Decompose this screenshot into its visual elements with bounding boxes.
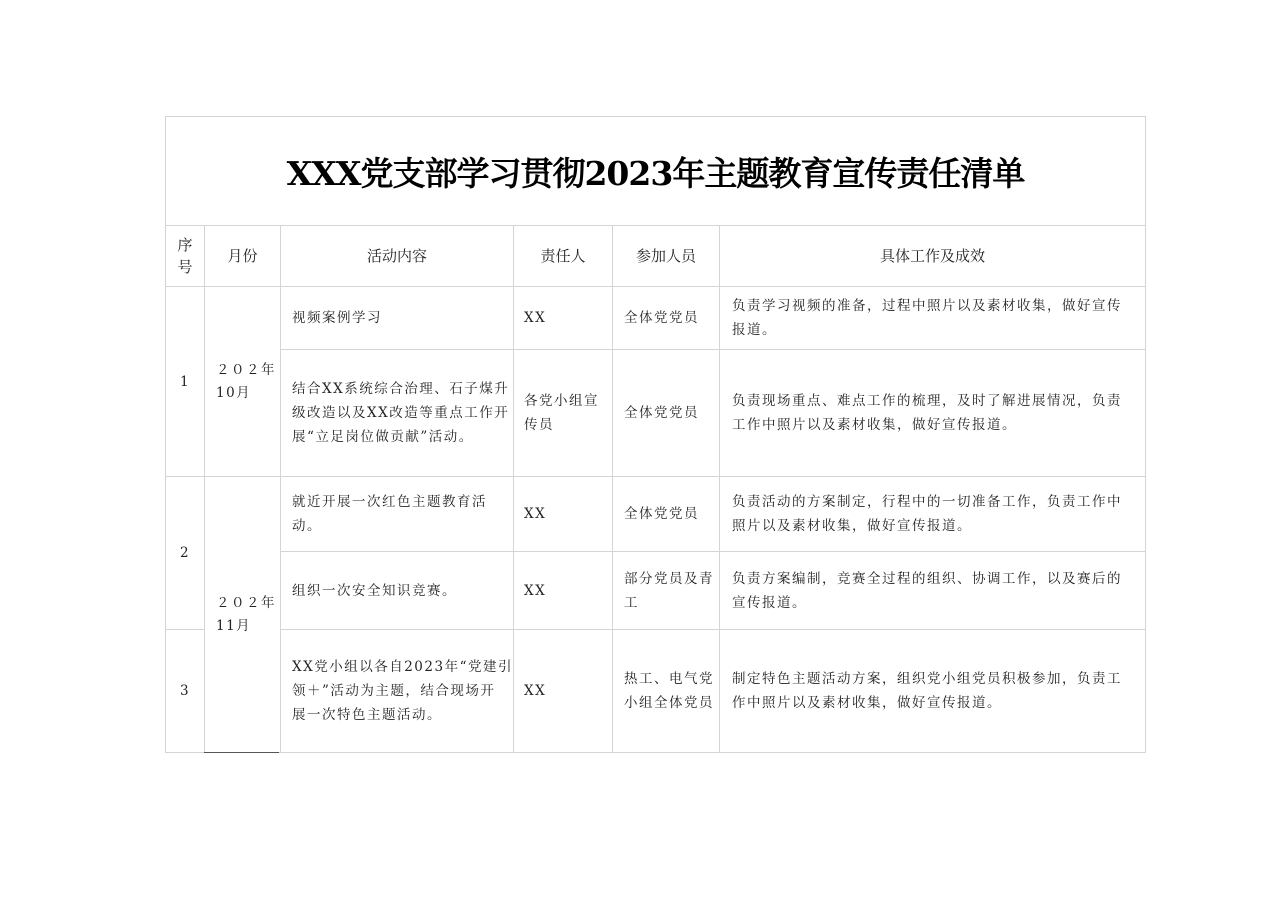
owner-cell: XX: [524, 506, 547, 522]
details-cell: 负责学习视频的准备，过程中照片以及素材收集，做好宣传 报道。: [732, 298, 1122, 338]
grid-line: [612, 225, 613, 753]
details-cell: 制定特色主题活动方案，组织党小组党员积极参加，负责工 作中照片以及素材收集，做好宣传报道。: [732, 671, 1122, 711]
header-owner: 责任人: [540, 247, 586, 265]
activity-cell: XX党小组以各自2023年“党建引 领＋”活动为主题，结合现场开 展一次特色主题活动。: [292, 659, 513, 723]
owner-cell: 各党小组宣 传员: [524, 393, 599, 433]
month-cell: ２０２年 10月: [216, 361, 276, 401]
seq-number: 2: [179, 545, 191, 561]
details-cell: 负责活动的方案制定，行程中的一切准备工作，负责工作中 照片以及素材收集，做好宣传报道。: [732, 494, 1122, 534]
header-participants: 参加人员: [635, 247, 696, 265]
header-seq: 序 号: [177, 236, 193, 276]
grid-line: [204, 752, 279, 753]
grid-line: [513, 225, 514, 753]
owner-cell: XX: [524, 683, 547, 699]
responsibility-list-table: [165, 116, 1146, 753]
seq-number: 1: [179, 373, 191, 390]
details-cell: 负责方案编制，竞赛全过程的组织、协调工作，以及赛后的 宣传报道。: [732, 570, 1122, 611]
details-cell: 负责现场重点、难点工作的梳理，及时了解进展情况，负责 工作中照片以及素材收集，做好宣传报道。: [732, 393, 1122, 433]
header-month: 月份: [227, 247, 258, 265]
grid-line: [204, 225, 205, 753]
participants-cell: 部分党员及青 工: [624, 570, 714, 611]
document-title: XXX党支部学习贯彻2023年主题教育宣传责任清单: [286, 153, 1025, 193]
title-row: [166, 117, 1145, 226]
activity-cell: 视频案例学习: [292, 310, 382, 326]
participants-cell: 全体党党员: [624, 506, 699, 522]
activity-cell: 就近开展一次红色主题教育活 动。: [292, 494, 487, 534]
header-activity: 活动内容: [366, 247, 427, 265]
header-details: 具体工作及成效: [879, 247, 985, 265]
grid-line: [280, 225, 281, 753]
month-cell: ２０２年 11月: [216, 594, 276, 634]
grid-line: [719, 225, 720, 753]
seq-number: 3: [179, 683, 191, 699]
participants-cell: 热工、电气党 小组全体党员: [624, 671, 714, 711]
activity-cell: 组织一次安全知识竞赛。: [292, 582, 457, 599]
participants-cell: 全体党党员: [624, 310, 699, 326]
owner-cell: XX: [524, 310, 547, 326]
participants-cell: 全体党党员: [624, 405, 699, 421]
activity-cell: 结合XX系统综合治理、石子煤升 级改造以及XX改造等重点工作开 展“立足岗位做贡献”活动。: [292, 381, 510, 445]
owner-cell: XX: [524, 582, 547, 599]
